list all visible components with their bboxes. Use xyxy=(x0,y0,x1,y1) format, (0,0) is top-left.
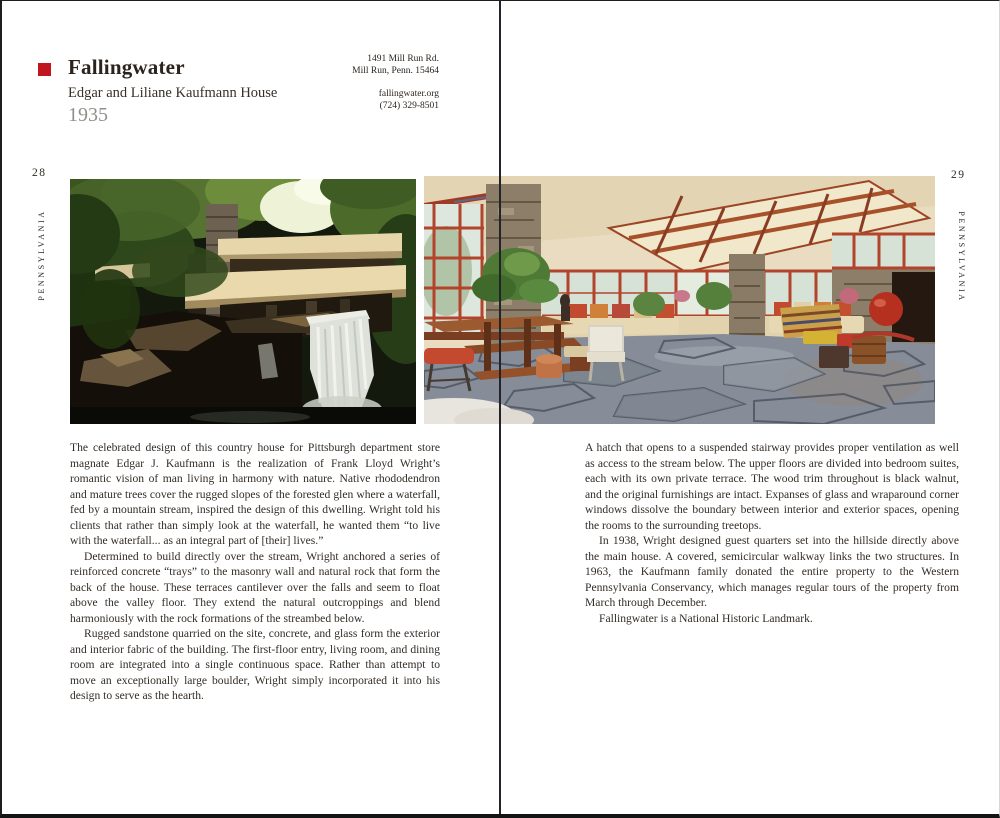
address-line-2: Mill Run, Penn. 15464 xyxy=(352,66,439,76)
exterior-photo xyxy=(70,179,416,424)
paragraph: Determined to build directly over the stream, Wright anchored a series of reinforced concrete “trays” to the masonry wall and natural rock that form the back of the house. These terraces cantilever over the falls and seem to float above the valley floor. They extend the natural outcroppings and blend harmoniously with the rock formations of the streambed below. xyxy=(70,549,440,625)
website-text: fallingwater.org xyxy=(378,89,439,99)
book-gutter-line xyxy=(499,1,501,818)
page-number-right: 29 xyxy=(951,169,966,181)
phone-text: (724) 329-8501 xyxy=(379,101,439,111)
page-subtitle: Edgar and Liliane Kaufmann House xyxy=(68,85,278,101)
address-line-1: 1491 Mill Run Rd. xyxy=(367,54,439,64)
year-label: 1935 xyxy=(68,104,108,126)
paragraph: The celebrated design of this country house for Pittsburgh department store magnate Edgar J. Kaufmann is the realization of Frank Lloyd Wright’s romantic vision of man living in harmony with nature. Native rhododendron and mature trees cover the rugged slopes of the forested glen where a waterfall, fed by a mountain stream, inspired the design of this dwelling. Wright told his clients that rather than simply look at the waterfall, he wanted them “to live with the waterfall... as an integral part of [their] lives.” xyxy=(70,441,440,547)
exterior-photo-illustration xyxy=(70,179,416,424)
address-block xyxy=(279,53,439,112)
page-title: Fallingwater xyxy=(68,55,185,79)
page-number-left: 28 xyxy=(32,167,47,179)
paragraph: Fallingwater is a National Historic Landmark. xyxy=(599,611,813,625)
body-text-right xyxy=(585,440,959,626)
paragraph: In 1938, Wright designed guest quarters set into the hillside directly above the main house. A covered, semicircular walkway links the two structures. In 1963, the Kaufmann family donated the entire property to the Western Pennsylvania Conservancy, which manages regular tours of the property from March through December. xyxy=(585,534,959,609)
body-text-left xyxy=(70,440,440,704)
margin-label-left: PENNSYLVANIA xyxy=(37,209,46,301)
section-marker-square xyxy=(38,63,51,76)
paragraph: A hatch that opens to a suspended stairway provides proper ventilation as well as access to the stream below. The upper floors are divided into bedroom suites, each with its own private terrace. The wood trim throughout is black walnut, and the original furnishings are intact. Expanses of glass and wraparound corner windows dissolve the boundary between interior and exterior spaces, opening the rooms to the surrounding treetops. xyxy=(585,441,959,532)
paragraph: Rugged sandstone quarried on the site, concrete, and glass form the exterior and interior fabric of the building. The first-floor entry, living room, and dining room are integrated into a single continuous space. Rather than attempt to move an exceptionally large boulder, Wright simply incorporated it into his design to serve as the hearth. xyxy=(70,627,440,702)
margin-label-right: PENNSYLVANIA xyxy=(957,211,966,303)
